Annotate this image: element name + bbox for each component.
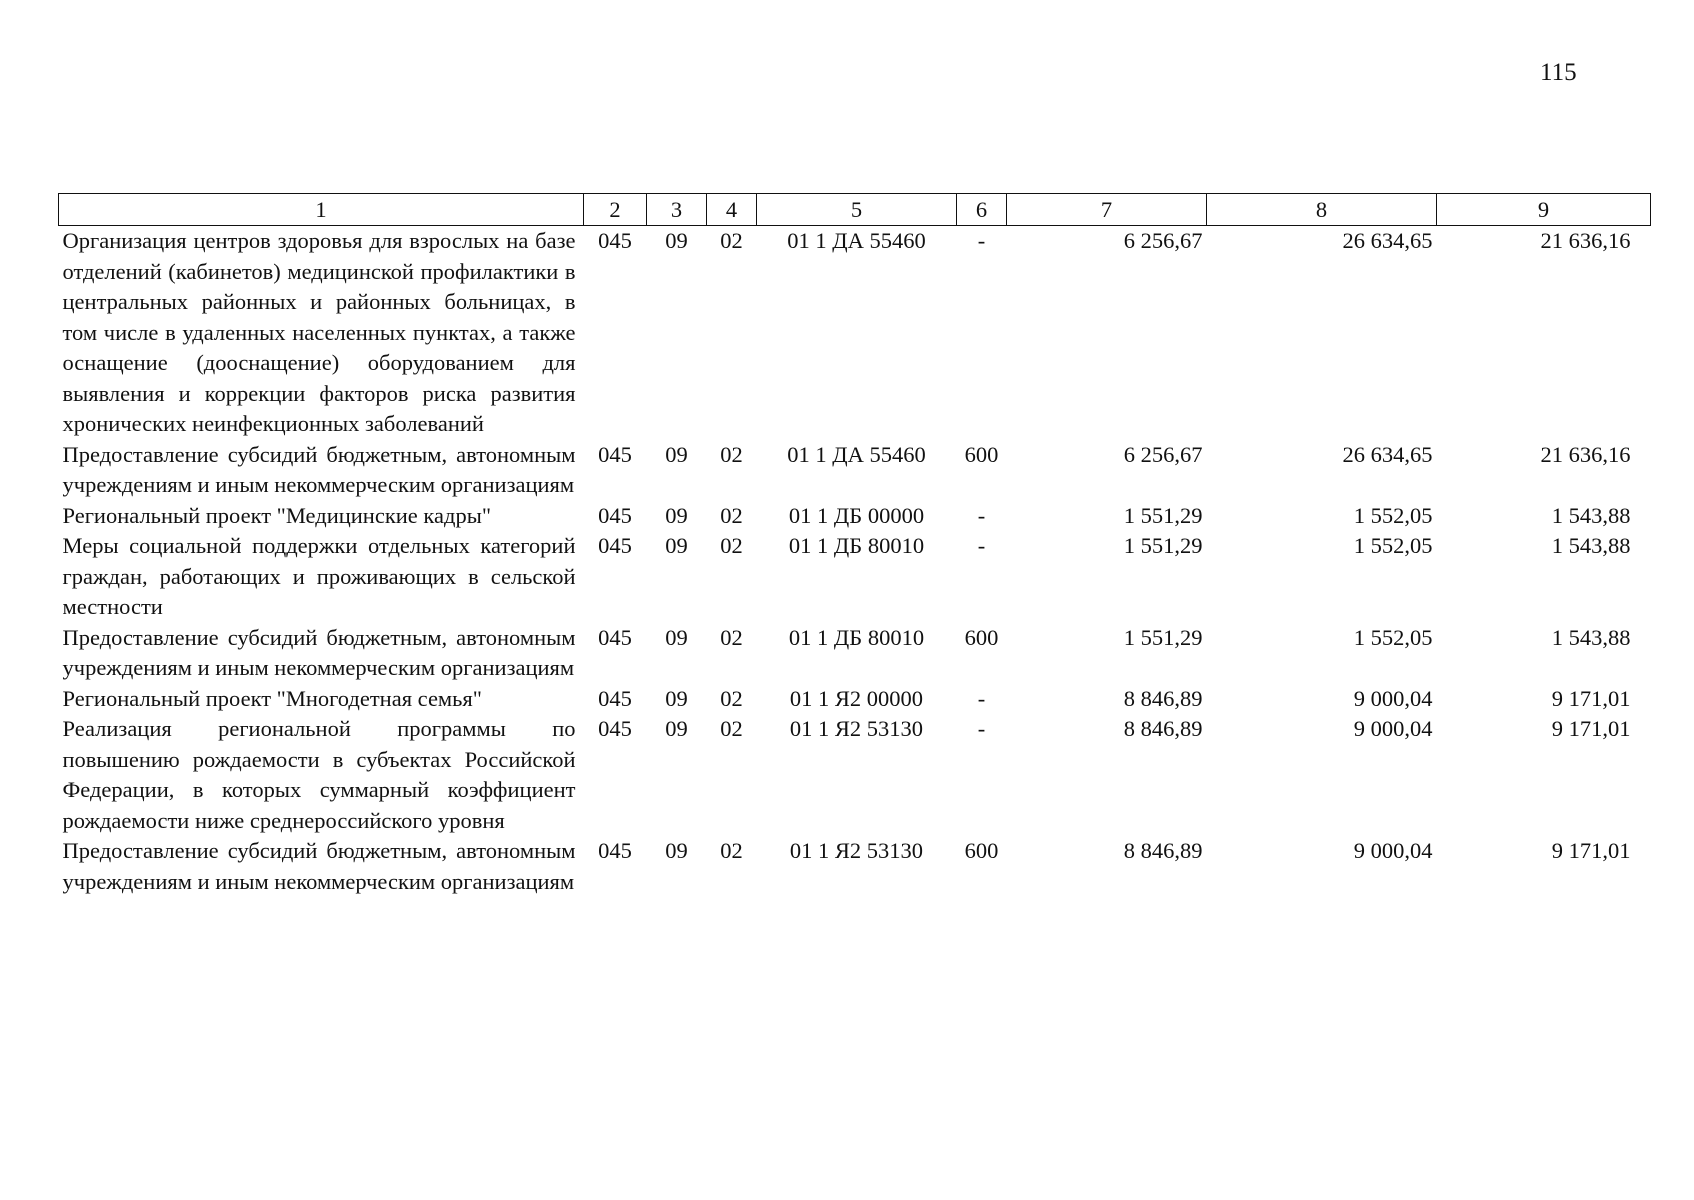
target-article-cell: 01 1 ДБ 00000 (788, 502, 925, 528)
subsection-cell: 02 (720, 685, 743, 711)
table-row (59, 684, 1651, 715)
expense-type-cell: 600 (964, 624, 999, 650)
row-name-cell: Предоставление субсидий бюджетным, автономным учреждениям и иным некоммерческим организациям (62, 624, 576, 680)
amount-year1-cell: 8 846,89 (1123, 838, 1203, 863)
row-name-cell: Реализация региональной программы по повышению рождаемости в субъектах Российской Федерации, в которых суммарный коэффициент рождаемости ниже среднероссийского уровня (62, 716, 576, 833)
row-name-cell: Региональный проект "Многодетная семья" (62, 685, 482, 711)
expense-type-cell: - (977, 502, 986, 528)
amount-year1-cell: 6 256,67 (1123, 228, 1203, 253)
amount-year2-cell: 26 634,65 (1342, 441, 1433, 467)
row-name-cell: Организация центров здоровья для взрослых на базе отделений (кабинетов) медицинской профилактики в центральных районных и районных больницах, в том числе в удаленных населенных пунктах, а также оснащение (дооснащение) оборудованием для выявления и коррекции факторов риска развития хронических неинфекционных заболеваний (62, 228, 576, 436)
target-article-cell: 01 1 ДБ 80010 (788, 624, 925, 650)
section-cell: 09 (665, 624, 688, 650)
amount-year2-cell: 1 552,05 (1353, 502, 1433, 528)
amount-year3-cell: 1 543,88 (1551, 533, 1631, 558)
column-header-1: 1 (59, 194, 584, 226)
admin-code-cell: 045 (598, 685, 632, 711)
admin-code-cell: 045 (598, 533, 632, 558)
amount-year3-cell: 9 171,01 (1551, 838, 1631, 863)
subsection-cell: 02 (720, 228, 743, 253)
amount-year3-cell: 1 543,88 (1551, 502, 1631, 528)
table-row (59, 714, 1651, 836)
expense-type-cell: - (977, 228, 986, 253)
section-cell: 09 (665, 716, 688, 741)
amount-year1-cell: 1 551,29 (1123, 533, 1203, 558)
table-row (59, 501, 1651, 532)
amount-year3-cell: 21 636,16 (1540, 441, 1631, 467)
expense-type-cell: 600 (964, 838, 999, 863)
column-header-6: 6 (957, 194, 1007, 226)
amount-year3-cell: 9 171,01 (1551, 685, 1631, 711)
subsection-cell: 02 (720, 838, 743, 863)
amount-year1-cell: 1 551,29 (1123, 502, 1203, 528)
column-header-3: 3 (647, 194, 707, 226)
subsection-cell: 02 (720, 716, 743, 741)
amount-year1-cell: 8 846,89 (1123, 716, 1203, 741)
amount-year3-cell: 9 171,01 (1551, 716, 1631, 741)
subsection-cell: 02 (720, 624, 743, 650)
table-header-row (59, 194, 1651, 226)
amount-year2-cell: 26 634,65 (1342, 228, 1433, 253)
admin-code-cell: 045 (598, 838, 632, 863)
table-row (59, 623, 1651, 684)
page-number: 115 (1540, 59, 1577, 86)
amount-year2-cell: 9 000,04 (1353, 838, 1433, 863)
section-cell: 09 (665, 838, 688, 863)
target-article-cell: 01 1 ДА 55460 (787, 228, 926, 253)
budget-table (58, 193, 1651, 897)
section-cell: 09 (665, 502, 688, 528)
admin-code-cell: 045 (598, 716, 632, 741)
column-header-8: 8 (1207, 194, 1437, 226)
section-cell: 09 (665, 441, 688, 467)
row-name-cell: Меры социальной поддержки отдельных категорий граждан, работающих и проживающих в сельской местности (62, 533, 576, 619)
expense-type-cell: - (977, 716, 986, 741)
row-name-cell: Региональный проект "Медицинские кадры" (62, 502, 491, 528)
expense-type-cell: 600 (964, 441, 999, 467)
amount-year2-cell: 1 552,05 (1353, 533, 1433, 558)
subsection-cell: 02 (720, 441, 743, 467)
column-header-7: 7 (1007, 194, 1207, 226)
row-name-cell: Предоставление субсидий бюджетным, автономным учреждениям и иным некоммерческим организациям (62, 838, 576, 894)
amount-year1-cell: 8 846,89 (1123, 685, 1203, 711)
amount-year2-cell: 9 000,04 (1353, 716, 1433, 741)
expense-type-cell: - (977, 685, 986, 711)
target-article-cell: 01 1 ДБ 80010 (788, 533, 925, 558)
admin-code-cell: 045 (598, 502, 632, 528)
amount-year3-cell: 21 636,16 (1540, 228, 1631, 253)
target-article-cell: 01 1 ДА 55460 (787, 441, 926, 467)
admin-code-cell: 045 (598, 624, 632, 650)
section-cell: 09 (665, 685, 688, 711)
section-cell: 09 (665, 533, 688, 558)
expense-type-cell: - (977, 533, 986, 558)
column-header-9: 9 (1437, 194, 1651, 226)
row-name-cell: Предоставление субсидий бюджетным, автономным учреждениям и иным некоммерческим организациям (62, 441, 576, 497)
amount-year3-cell: 1 543,88 (1551, 624, 1631, 650)
column-header-2: 2 (584, 194, 647, 226)
section-cell: 09 (665, 228, 688, 253)
target-article-cell: 01 1 Я2 53130 (789, 838, 924, 863)
target-article-cell: 01 1 Я2 53130 (789, 716, 924, 741)
amount-year1-cell: 1 551,29 (1123, 624, 1203, 650)
admin-code-cell: 045 (598, 228, 632, 253)
column-header-5: 5 (757, 194, 957, 226)
table-row (59, 226, 1651, 440)
target-article-cell: 01 1 Я2 00000 (789, 685, 924, 711)
column-header-4: 4 (707, 194, 757, 226)
table-row (59, 440, 1651, 501)
subsection-cell: 02 (720, 502, 743, 528)
amount-year1-cell: 6 256,67 (1123, 441, 1203, 467)
table-row (59, 531, 1651, 623)
admin-code-cell: 045 (598, 441, 632, 467)
amount-year2-cell: 9 000,04 (1353, 685, 1433, 711)
table-row (59, 836, 1651, 897)
amount-year2-cell: 1 552,05 (1353, 624, 1433, 650)
subsection-cell: 02 (720, 533, 743, 558)
